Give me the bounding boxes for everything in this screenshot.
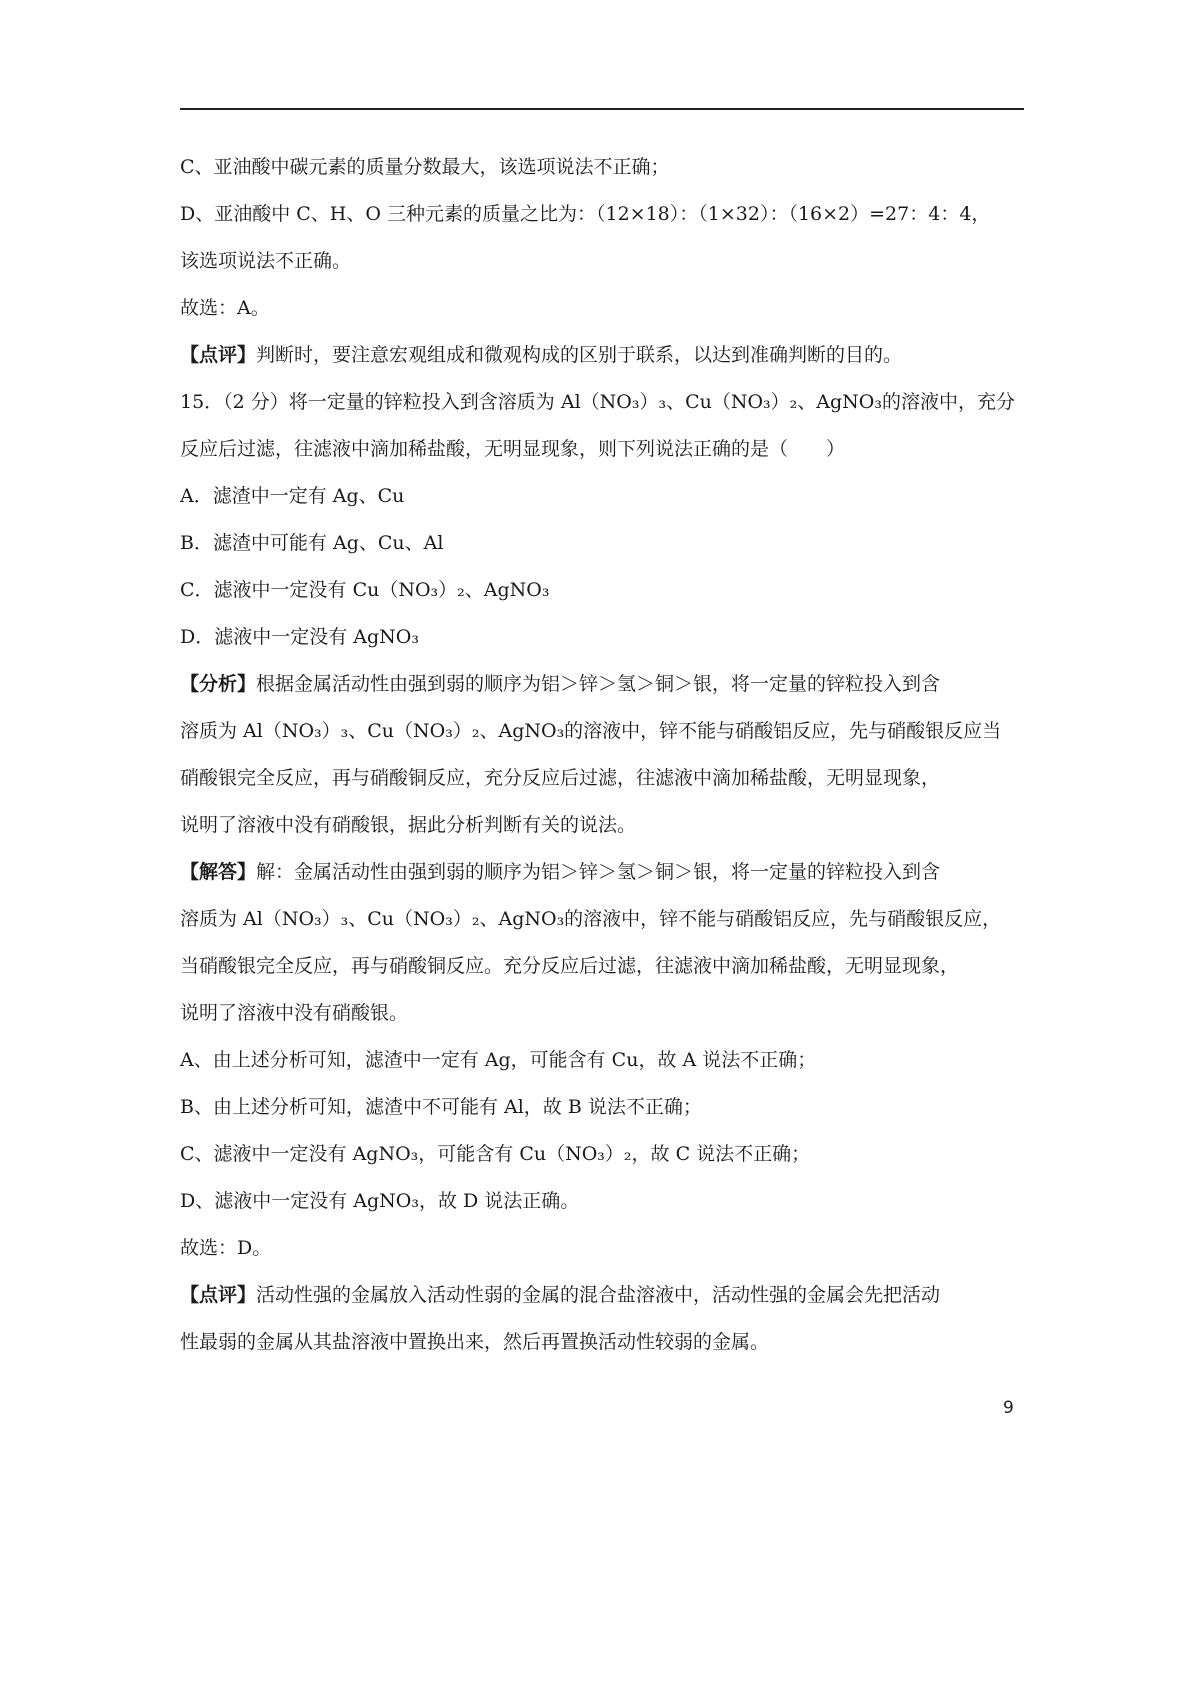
review-2-text-1: 活动性强的金属放入活动性弱的金属的混合盐溶液中，活动性强的金属会先把活动 [256,1284,941,1306]
answer-option-d: D、滤液中一定没有 AgNO₃，故 D 说法正确。 [180,1190,580,1212]
analysis-line2: 溶质为 Al（NO₃）₃、Cu（NO₃）₂、AgNO₃的溶液中，锌不能与硝酸铝反应，先与硝酸银反应当 [180,720,1002,742]
page-content [180,144,1030,1366]
review-2-line1 [180,1272,1030,1319]
analysis-tag: 【分析】 [180,673,257,695]
answer-tag: 【解答】 [180,861,257,883]
answer-option-a: A、由上述分析可知，滤渣中一定有 Ag，可能含有 Cu，故 A 说法不正确； [180,1049,817,1071]
answer-choice-1: 故选：A。 [180,297,270,319]
answer-option-b: B、由上述分析可知，滤渣中不可能有 Al，故 B 说法不正确； [180,1096,702,1118]
review-2-line2: 性最弱的金属从其盐溶液中置换出来，然后再置换活动性较弱的金属。 [180,1331,770,1353]
answer-choice-2: 故选：D。 [180,1237,272,1259]
option-c: C．滤液中一定没有 Cu（NO₃）₂、AgNO₃ [180,579,550,601]
answer-line3: 当硝酸银完全反应，再与硝酸铜反应。充分反应后过滤，往滤液中滴加稀盐酸，无明显现象， [180,955,960,977]
answer-line4: 说明了溶液中没有硝酸银。 [180,1002,409,1024]
analysis-line4: 说明了溶液中没有硝酸银，据此分析判断有关的说法。 [180,814,637,836]
question-15-line1: 15．（2 分）将一定量的锌粒投入到含溶质为 Al（NO₃）₃、Cu（NO₃）₂、AgNO₃的溶液中，充分 [180,391,1015,413]
solution-option-c: C、亚油酸中碳元素的质量分数最大，该选项说法不正确； [180,156,670,178]
analysis-line1 [180,661,1030,708]
analysis-line3: 硝酸银完全反应，再与硝酸铜反应，充分反应后过滤，往滤液中滴加稀盐酸，无明显现象， [180,767,941,789]
answer-line2: 溶质为 Al（NO₃）₃、Cu（NO₃）₂、AgNO₃的溶液中，锌不能与硝酸铝反应，先与硝酸银反应， [180,908,1002,930]
solution-option-d-line1: D、亚油酸中 C、H、O 三种元素的质量之比为：（12×18）：（1×32）：（16×2）=27：4：4， [180,203,991,225]
analysis-text-1: 根据金属活动性由强到弱的顺序为铝＞锌＞氢＞铜＞银，将一定量的锌粒投入到含 [256,673,941,695]
answer-text-1: 解：金属活动性由强到弱的顺序为铝＞锌＞氢＞铜＞银，将一定量的锌粒投入到含 [256,861,941,883]
review-2-tag: 【点评】 [180,1284,257,1306]
question-15-line2: 反应后过滤，往滤液中滴加稀盐酸，无明显现象，则下列说法正确的是（ ） [180,438,846,460]
solution-option-d-line2: 该选项说法不正确。 [180,250,352,272]
option-a: A．滤渣中一定有 Ag、Cu [180,485,405,507]
page-number: 9 [1003,1398,1014,1418]
answer-option-c: C、滤液中一定没有 AgNO₃，可能含有 Cu（NO₃）₂，故 C 说法不正确； [180,1143,811,1165]
review-1 [180,332,1030,379]
header-rule [180,108,1024,110]
option-b: B．滤渣中可能有 Ag、Cu、Al [180,532,444,554]
review-1-text: 判断时，要注意宏观组成和微观构成的区别于联系，以达到准确判断的目的。 [256,344,903,366]
option-d: D．滤液中一定没有 AgNO₃ [180,626,419,648]
review-1-tag: 【点评】 [180,344,257,366]
answer-line1 [180,849,1030,896]
